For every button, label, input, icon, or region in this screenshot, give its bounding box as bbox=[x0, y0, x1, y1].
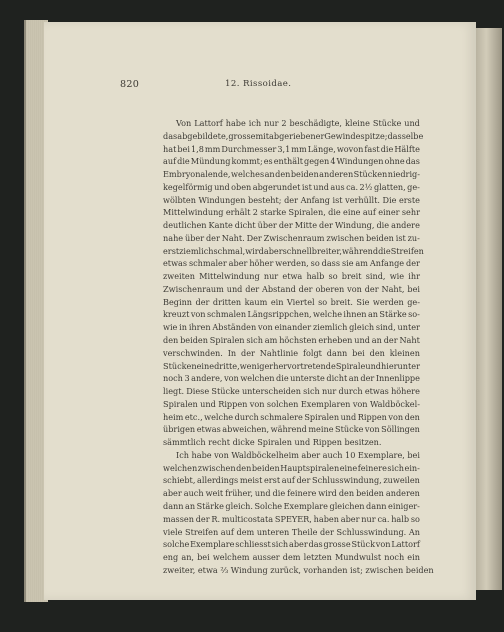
page-number: 820 bbox=[120, 79, 140, 90]
text-line: dann an Stärke gleich. Solche Exemplare gleichen dann einiger- bbox=[163, 500, 420, 511]
text-line: etwas schmaler aber höher werden, so dass sie am Anfange der bbox=[163, 258, 420, 269]
text-line: kegelförmig und oben abgerundet ist und aus ca. 2½ glatten, ge- bbox=[163, 181, 420, 192]
text-line: auf die Mündung kommt; es enthält gegen 4 Windungen ohne das bbox=[163, 156, 420, 167]
text-line: sämmtlich recht dicke Spiralen und Rippen besitzen. bbox=[163, 437, 382, 448]
text-line: Mittelwindung erhält 2 starke Spiralen, die eine auf einer sehr bbox=[163, 207, 420, 218]
text-line: zweiter, etwa ⅔ Windung zurück, vorhanden ist; zwischen beiden bbox=[163, 564, 434, 575]
text-line: liegt. Diese Stücke unterscheiden sich nur durch etwas höhere bbox=[163, 386, 420, 397]
text-line: wölbten Windungen besteht; der Anfang ist verhüllt. Die erste bbox=[163, 194, 420, 205]
text-line: Embryonalende, welches an den beiden anderen Stücken niedrig- bbox=[163, 169, 420, 180]
text-line: eng an, bei welchem ausser dem letzten Mundwulst noch ein bbox=[163, 552, 420, 563]
text-line: deutlichen Kante dicht über der Mitte der Windung, die andere bbox=[163, 220, 420, 231]
text-line: Spiralen und Rippen von solchen Exemplaren von Waldböckel- bbox=[163, 398, 420, 409]
text-line: welchen zwischen den beiden Hauptspiralen eine feinere sich ein- bbox=[163, 462, 420, 473]
text-line: erst ziemlich schmal, wird aber schnell breiter, während die Streifen bbox=[163, 245, 424, 256]
text-line: heim etc., welche durch schmalere Spiralen und Rippen von den bbox=[163, 411, 420, 422]
text-line: wie in ihren Abständen von einander ziemlich gleich sind, unter bbox=[163, 322, 420, 333]
text-line: Von Lattorf habe ich nur 2 beschädigte, kleine Stücke und bbox=[176, 118, 420, 128]
text-line: noch 3 andere, von welchen die unterste dicht an der Innenlippe bbox=[163, 373, 420, 384]
text-line: den beiden Spiralen sich am höchsten erheben und an der Naht bbox=[163, 335, 420, 346]
text-line: das abgebildete, grosse mit abgeriebener Gewindespitze; dasselbe bbox=[163, 130, 424, 141]
body-text bbox=[163, 117, 434, 577]
text-line: Zwischenraum und der Abstand der oberen von der Naht, bei bbox=[163, 283, 420, 294]
text-line: Beginn der dritten kaum ein Viertel so breit. Sie werden ge- bbox=[163, 296, 420, 307]
text-line: massen der R. multicostata SPEYER, haben aber nur ca. halb so bbox=[163, 513, 420, 524]
text-line: schiebt, allerdings meist erst auf der Schlusswindung, zuweilen bbox=[163, 475, 420, 486]
text-line: kreuzt von schmalen Längsrippchen, welche ihnen an Stärke so- bbox=[163, 309, 420, 320]
text-line: Stücken eine dritte, weniger hervortretende Spirale und hierunter bbox=[163, 360, 420, 371]
text-line: solche Exemplare schliesst sich aber das grosse Stück von Lattorf bbox=[163, 539, 420, 550]
text-line: zweiten Mittelwindung nur etwa halb so breit sind, wie ihr bbox=[163, 271, 420, 282]
text-line: nahe über der Naht. Der Zwischenraum zwischen beiden ist zu- bbox=[163, 232, 420, 243]
text-line: viele Streifen auf dem unteren Theile der Schlusswindung. An bbox=[163, 526, 420, 537]
text-line: aber auch weit früher, und die feinere wird den beiden anderen bbox=[163, 488, 420, 499]
facing-page-edge bbox=[476, 28, 502, 590]
text-line: Ich habe von Waldböckelheim aber auch 10 Exemplare, bei bbox=[176, 449, 420, 460]
running-head: 12. Rissoidae. bbox=[225, 79, 292, 89]
text-line: hat bei 1,8 mm Durchmesser 3,1 mm Länge, wovon fast die Hälfte bbox=[163, 143, 420, 154]
text-line: verschwinden. In der Nahtlinie folgt dann bei den kleinen bbox=[163, 347, 420, 358]
text-line: übrigen etwas abweichen, während meine Stücke von Söllingen bbox=[163, 424, 420, 435]
page-header bbox=[120, 79, 430, 93]
